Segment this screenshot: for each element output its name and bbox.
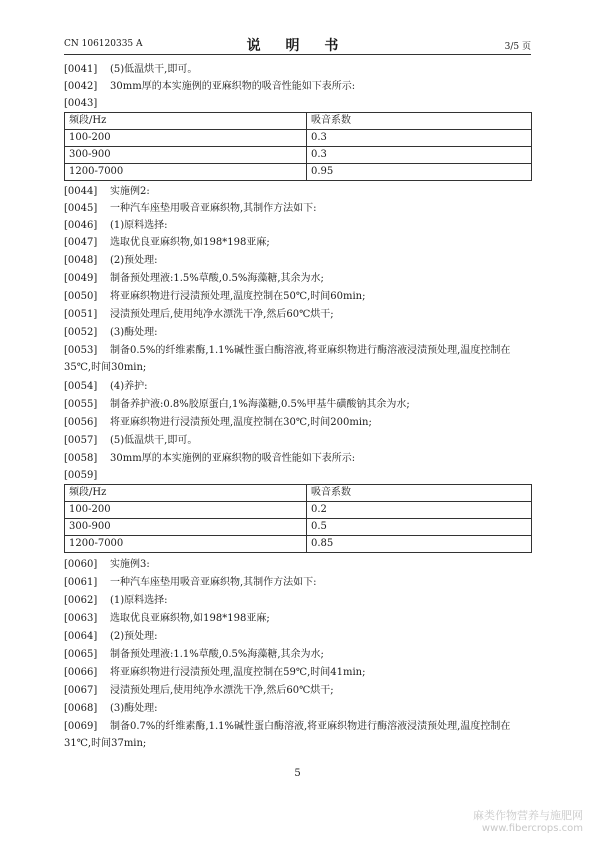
paragraph-0051: [0051] 浸渍预处理后,使用纯净水漂洗干净,然后60℃烘干; <box>64 309 334 320</box>
doc-number: CN 106120335 A <box>64 39 143 49</box>
paragraph-0056: [0056] 将亚麻织物进行浸渍预处理,温度控制在30℃,时间200min; <box>64 417 372 428</box>
paragraph-0048: [0048] (2)预处理: <box>64 255 158 266</box>
absorption-table-2 <box>64 484 532 553</box>
table-header-row <box>65 113 532 130</box>
watermark <box>473 807 583 834</box>
table-header-cell: 吸音系数 <box>307 485 532 502</box>
paragraph-0053: [0053] 制备0.5%的纤维素酶,1.1%碱性蛋白酶溶液,将亚麻织物进行酶溶液浸渍预处理,温度控制在35℃,时间30min; <box>64 345 511 373</box>
paragraph-0060: [0060] 实施例3: <box>64 559 150 570</box>
paragraph-0054: [0054] (4)养护: <box>64 381 148 392</box>
table-cell: 0.85 <box>307 536 532 553</box>
table-row <box>65 536 532 553</box>
table-cell: 300-900 <box>65 519 307 536</box>
table-cell: 300-900 <box>65 147 307 164</box>
paragraph-0058: [0058] 30mm厚的本实施例的亚麻织物的吸音性能如下表所示: <box>64 453 356 464</box>
paragraph-0057: [0057] (5)低温烘干,即可。 <box>64 435 198 446</box>
table-cell: 0.3 <box>307 147 532 164</box>
watermark-url: www.fibercrops.com <box>481 823 583 834</box>
paragraph-0066: [0066] 将亚麻织物进行浸渍预处理,温度控制在59℃,时间41min; <box>64 667 366 678</box>
table-row <box>65 164 532 181</box>
doc-title: 说 明 书 <box>246 38 349 54</box>
page-number: 5 <box>294 768 301 779</box>
paragraph-0067: [0067] 浸渍预处理后,使用纯净水漂洗干净,然后60℃烘干; <box>64 685 334 696</box>
paragraph-0064: [0064] (2)预处理: <box>64 631 158 642</box>
paragraph-0068: [0068] (3)酶处理: <box>64 703 158 714</box>
paragraph-0041: [0041] (5)低温烘干,即可。 <box>64 64 198 75</box>
table-row <box>65 502 532 519</box>
table-row <box>65 147 532 164</box>
paragraph-0062: [0062] (1)原料选择: <box>64 595 168 606</box>
paragraph-0055: [0055] 制备养护液:0.8%胶原蛋白,1%海藻糖,0.5%甲基牛磺酸钠其余为水; <box>64 399 410 410</box>
paragraph-0061: [0061] 一种汽车座垫用吸音亚麻织物,其制作方法如下: <box>64 577 317 588</box>
table-cell: 0.2 <box>307 502 532 519</box>
table-cell: 100-200 <box>65 502 307 519</box>
paragraph-0052: [0052] (3)酶处理: <box>64 327 158 338</box>
table-cell: 0.95 <box>307 164 532 181</box>
table-header-cell: 频段/Hz <box>65 113 307 130</box>
paragraph-0046: [0046] (1)原料选择: <box>64 220 168 231</box>
absorption-table-1 <box>64 112 532 181</box>
paragraph-0069: [0069] 制备0.7%的纤维素酶,1.1%碱性蛋白酶溶液,将亚麻织物进行酶溶液浸渍预处理,温度控制在31℃,时间37min; <box>64 721 511 749</box>
table-header-cell: 频段/Hz <box>65 485 307 502</box>
watermark-site-name: 麻类作物营养与施肥网 <box>473 809 583 822</box>
table-header-row <box>65 485 532 502</box>
table-cell: 1200-7000 <box>65 536 307 553</box>
table-row <box>65 519 532 536</box>
paragraph-0059: [0059] <box>64 470 98 481</box>
table-cell: 0.5 <box>307 519 532 536</box>
paragraph-0049: [0049] 制备预处理液:1.5%草酸,0.5%海藻糖,其余为水; <box>64 273 324 284</box>
table-cell: 1200-7000 <box>65 164 307 181</box>
page-of: 3/5 页 <box>504 42 531 52</box>
table-cell: 100-200 <box>65 130 307 147</box>
paragraph-0047: [0047] 选取优良亚麻织物,如198*198亚麻; <box>64 237 270 248</box>
paragraph-0063: [0063] 选取优良亚麻织物,如198*198亚麻; <box>64 613 270 624</box>
table-row <box>65 130 532 147</box>
table-cell: 0.3 <box>307 130 532 147</box>
paragraph-0044: [0044] 实施例2: <box>64 186 150 197</box>
page-header <box>64 36 531 55</box>
table-header-cell: 吸音系数 <box>307 113 532 130</box>
paragraph-0042: [0042] 30mm厚的本实施例的亚麻织物的吸音性能如下表所示: <box>64 81 356 92</box>
paragraph-0045: [0045] 一种汽车座垫用吸音亚麻织物,其制作方法如下: <box>64 203 317 214</box>
paragraph-0065: [0065] 制备预处理液:1.1%草酸,0.5%海藻糖,其余为水; <box>64 649 324 660</box>
paragraph-0043: [0043] <box>64 98 98 109</box>
paragraph-0050: [0050] 将亚麻织物进行浸渍预处理,温度控制在50℃,时间60min; <box>64 291 366 302</box>
